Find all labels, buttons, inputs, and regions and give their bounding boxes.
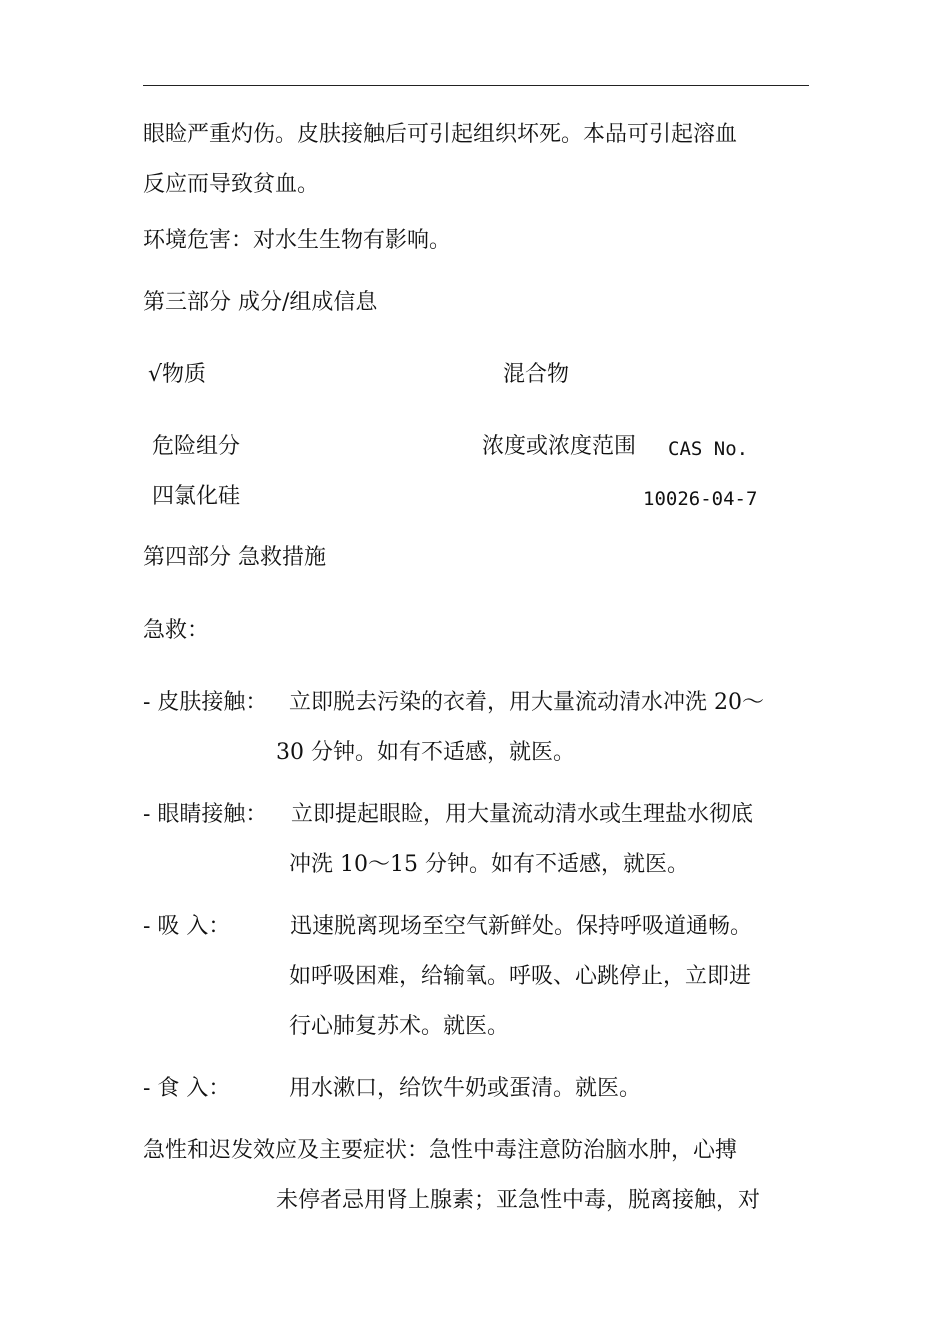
skin-contact-line-1: 立即脱去污染的衣着，用大量流动清水冲洗 20～ bbox=[289, 690, 764, 715]
skin-contact-label: - 皮肤接触： bbox=[143, 690, 268, 715]
ingestion-line-1: 用水漱口，给饮牛奶或蛋清。就医。 bbox=[289, 1076, 642, 1101]
first-aid-label: 急救： bbox=[143, 618, 210, 643]
inhalation-line-3: 行心肺复苏术。就医。 bbox=[289, 1014, 510, 1039]
mixture-label: 混合物 bbox=[503, 362, 570, 387]
inhalation-label: - 吸 入： bbox=[143, 914, 231, 939]
section-4-title: 第四部分 急救措施 bbox=[143, 545, 326, 570]
eye-contact-line-2: 冲洗 10～15 分钟。如有不适感，就医。 bbox=[289, 852, 689, 877]
column-component: 危险组分 bbox=[152, 434, 241, 459]
column-concentration: 浓度或浓度范围 bbox=[482, 434, 637, 459]
header-rule bbox=[143, 85, 809, 86]
intro-line-1: 眼睑严重灼伤。皮肤接触后可引起组织坏死。本品可引起溶血 bbox=[143, 122, 738, 147]
eye-contact-line-1: 立即提起眼睑，用大量流动清水或生理盐水彻底 bbox=[291, 802, 754, 827]
component-name: 四氯化硅 bbox=[152, 484, 241, 509]
effects-line-2: 未停者忌用肾上腺素；亚急性中毒，脱离接触，对 bbox=[276, 1188, 761, 1213]
inhalation-line-2: 如呼吸困难，给输氧。呼吸、心跳停止，立即进 bbox=[289, 964, 752, 989]
eye-contact-label: - 眼睛接触： bbox=[143, 802, 268, 827]
ingestion-label: - 食 入： bbox=[143, 1076, 231, 1101]
effects-line-1: 急性和迟发效应及主要症状：急性中毒注意防治脑水肿，心搏 bbox=[143, 1138, 738, 1163]
skin-contact-line-2: 30 分钟。如有不适感，就医。 bbox=[276, 740, 575, 765]
component-cas: 10026-04-7 bbox=[643, 488, 758, 510]
substance-checkbox-label: √物质 bbox=[148, 362, 207, 387]
inhalation-line-1: 迅速脱离现场至空气新鲜处。保持呼吸道通畅。 bbox=[290, 914, 753, 939]
environmental-hazard: 环境危害：对水生生物有影响。 bbox=[143, 228, 452, 253]
section-3-title: 第三部分 成分/组成信息 bbox=[143, 290, 378, 315]
column-cas: CAS No. bbox=[668, 438, 749, 460]
intro-line-2: 反应而导致贫血。 bbox=[143, 172, 320, 197]
